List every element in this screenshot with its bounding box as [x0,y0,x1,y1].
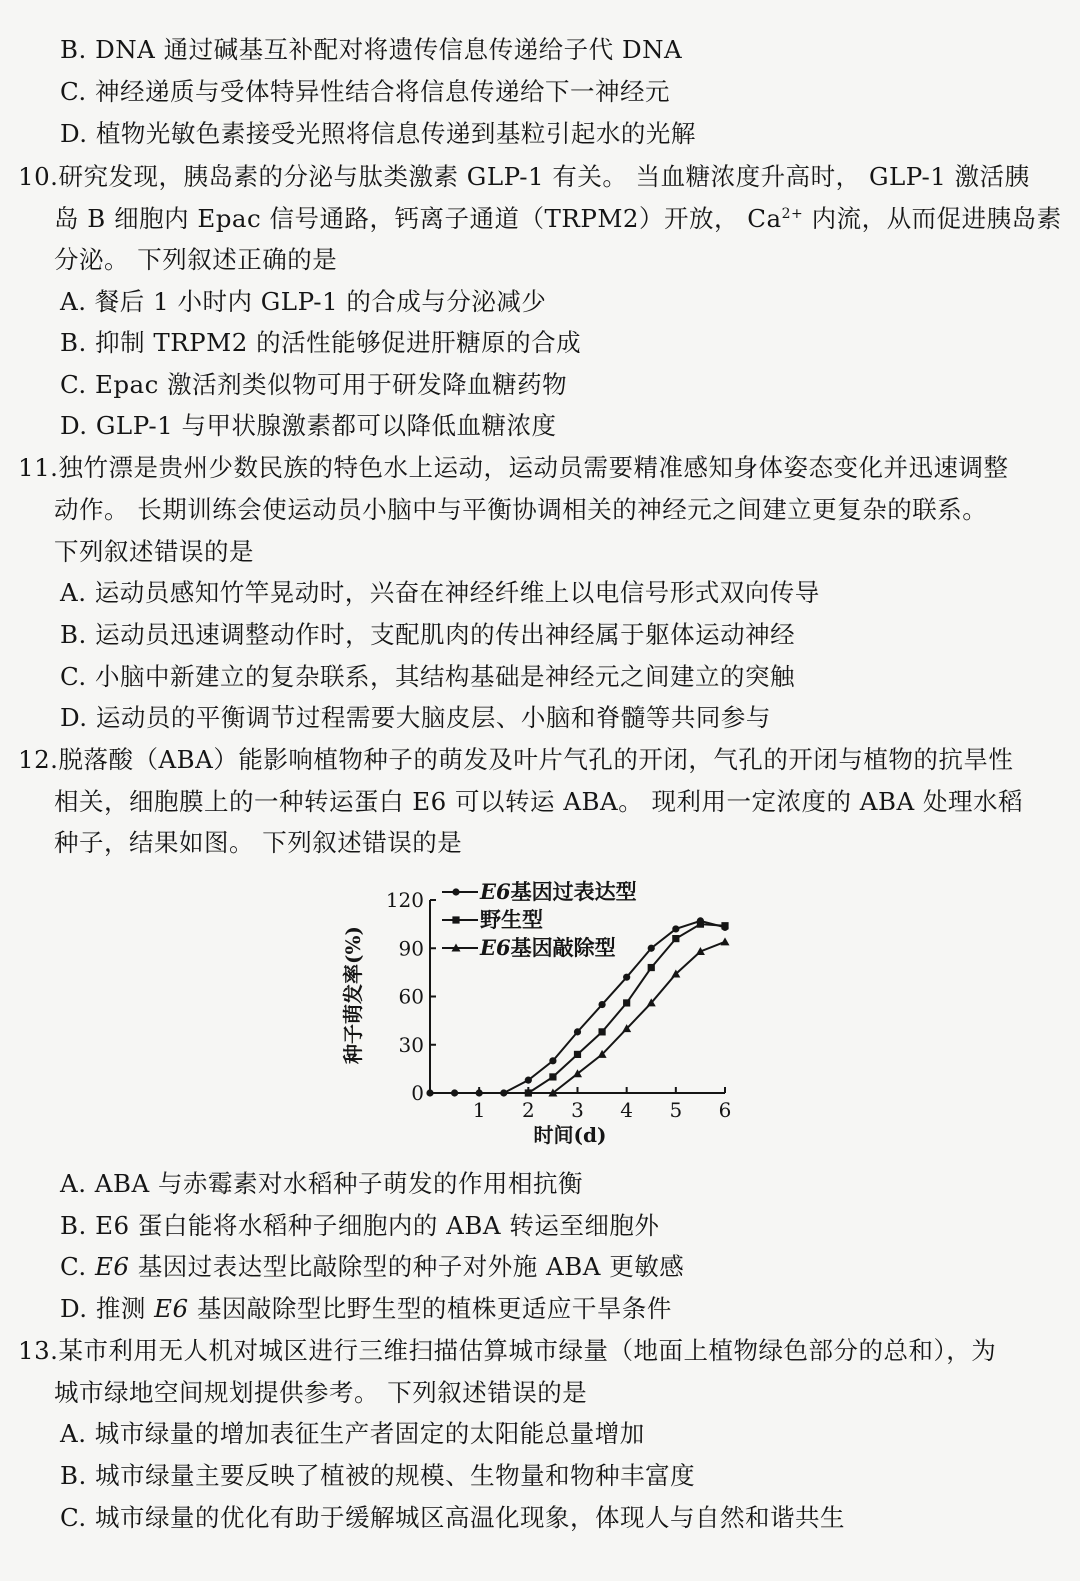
data-point [672,925,679,932]
option-text: 运动员迅速调整动作时，支配肌肉的传出神经属于躯体运动神经 [95,620,796,649]
option-letter: B. [60,1461,87,1490]
option-text: 抑制 TRPM2 的活性能够促进肝糖原的合成 [95,328,582,357]
data-point [525,1089,532,1096]
chart-legend [442,879,637,960]
option-text: ABA 与赤霉素对水稻种子萌发的作用相抗衡 [94,1169,583,1198]
y-tick-label: 120 [385,888,424,912]
q11-option-b [60,619,795,651]
gene-name: E6 [94,1252,130,1281]
stem-text: 研究发现，胰岛素的分泌与肽类激素 GLP-1 有关。 当血糖浓度升高时， GLP-1 激活胰 [58,162,1030,191]
data-point [721,922,728,929]
x-tick-label: 5 [669,1098,683,1122]
q11-stem-line1 [18,452,1008,484]
option-text: 植物光敏色素接受光照将信息传递到基粒引起水的光解 [95,119,696,148]
q9-option-b [60,34,682,66]
option-text: 运动员感知竹竿晃动时，兴奋在神经纤维上以电信号形式双向传导 [94,578,820,607]
data-point [648,945,655,952]
option-letter: B. [60,35,87,64]
y-tick-label: 30 [398,1032,424,1057]
option-text: 神经递质与受体特异性结合将信息传递给下一神经元 [94,77,670,106]
x-tick-label: 2 [521,1098,535,1122]
data-point [623,974,630,981]
q12-option-c [60,1251,684,1283]
stem-text: 独竹漂是贵州少数民族的特色水上运动，运动员需要精准感知身体姿态变化并迅速调整 [58,453,1009,482]
q12-stem-line1 [18,744,1013,776]
q13-option-a [60,1418,645,1450]
option-text: 小脑中新建立的复杂联系，其结构基础是神经元之间建立的突触 [94,662,795,691]
x-tick-label: 1 [472,1098,486,1122]
q10-option-a [60,286,546,318]
data-point [525,1077,532,1084]
option-letter: B. [60,328,87,357]
option-text: 基因过表达型比敲除型的种子对外施 ABA 更敏感 [129,1252,685,1281]
q11-option-c [60,661,795,693]
legend-label: E6基因敲除型 [480,935,616,960]
data-point [549,1073,556,1080]
option-letter: D. [60,703,88,732]
data-point [598,1001,605,1008]
series-line [553,942,725,1093]
question-number: 13. [18,1336,59,1365]
data-point [426,1089,433,1096]
option-letter: C. [60,77,87,106]
legend-marker [452,916,459,923]
option-text: 城市绿量的优化有助于缓解城区高温化现象，体现人与自然和谐共生 [94,1503,845,1532]
data-point [623,999,630,1006]
q11-option-d [60,702,771,734]
q13-option-b [60,1460,695,1492]
data-point [574,1051,581,1058]
q10-stem-line3: 分泌。 下列叙述正确的是 [54,245,338,274]
data-point [672,935,679,942]
option-letter: A. [60,1169,87,1198]
data-point [721,937,730,945]
data-point [476,1089,483,1096]
q10-stem-line2 [54,203,1062,235]
data-point [549,1057,556,1064]
data-point [648,964,655,971]
option-letter: A. [60,287,87,316]
q12-stem-line2: 相关，细胞膜上的一种转运蛋白 E6 可以转运 ABA。 现利用一定浓度的 ABA 处理水稻 [54,787,1023,816]
option-letter: D. [60,411,88,440]
q9-option-c [60,76,670,108]
option-text: E6 蛋白能将水稻种子细胞内的 ABA 转运至细胞外 [95,1211,660,1240]
option-letter: C. [60,370,87,399]
q11-stem-line2: 动作。 长期训练会使运动员小脑中与平衡协调相关的神经元之间建立更复杂的联系。 [54,495,988,524]
option-letter: A. [60,578,87,607]
q11-stem-line3: 下列叙述错误的是 [54,537,254,566]
option-letter: C. [60,1252,87,1281]
q12-stem-line3: 种子，结果如图。 下列叙述错误的是 [54,828,463,857]
option-letter: B. [60,620,87,649]
option-text: 城市绿量主要反映了植被的规模、生物量和物种丰富度 [95,1461,696,1490]
q12-option-b [60,1210,659,1242]
q11-option-a [60,577,820,609]
legend-label: 野生型 [480,907,543,932]
option-text: DNA 通过碱基互补配对将遗传信息传递给子代 DNA [95,35,683,64]
option-letter: D. [60,119,88,148]
question-number: 11. [18,453,59,482]
option-text: Epac 激活剂类似物可用于研发降血糖药物 [94,370,568,399]
x-tick-label: 6 [718,1098,732,1122]
option-letter: C. [60,1503,87,1532]
superscript: 2+ [781,206,804,222]
stem-text: 内流，从而促进胰岛素 [803,204,1062,233]
x-axis-label: 时间(d) [533,1123,607,1147]
q9-option-d [60,118,696,150]
option-letter: D. [60,1294,88,1323]
q12-option-d [60,1293,672,1325]
q10-option-d [60,410,557,442]
q12-option-a [60,1168,583,1200]
data-point [574,1028,581,1035]
legend-label: E6基因过表达型 [480,879,637,904]
stem-text: 岛 B 细胞内 Epac 信号通路，钙离子通道（TRPM2）开放， Ca [54,204,782,233]
chart-axes [386,888,732,1122]
y-tick-label: 0 [411,1081,424,1105]
data-point [598,1028,605,1035]
germination-chart [330,876,750,1152]
data-point [451,1089,458,1096]
x-tick-label: 3 [571,1098,584,1122]
option-text: 餐后 1 小时内 GLP-1 的合成与分泌减少 [94,287,547,316]
stem-text: 脱落酸（ABA）能影响植物种子的萌发及叶片气孔的开闭，气孔的开闭与植物的抗旱性 [58,745,1014,774]
data-point [500,1089,507,1096]
option-letter: C. [60,662,87,691]
y-tick-label: 60 [398,984,424,1009]
legend-marker [452,888,459,895]
y-tick-label: 90 [398,936,424,961]
option-letter: A. [60,1419,87,1448]
option-letter: B. [60,1211,87,1240]
data-point [697,921,704,928]
q10-option-b [60,327,581,359]
gene-name: E6 [154,1294,189,1323]
q13-stem-line1 [18,1335,996,1367]
option-text: 城市绿量的增加表征生产者固定的太阳能总量增加 [94,1419,645,1448]
question-number: 10. [18,162,59,191]
q13-option-c [60,1502,845,1534]
option-text: 基因敲除型比野生型的植株更适应干旱条件 [188,1294,672,1323]
option-text: 运动员的平衡调节过程需要大脑皮层、小脑和脊髓等共同参与 [95,703,771,732]
option-text: GLP-1 与甲状腺激素都可以降低血糖浓度 [95,411,557,440]
question-number: 12. [18,745,59,774]
stem-text: 某市利用无人机对城区进行三维扫描估算城市绿量（地面上植物绿色部分的总和），为 [58,1336,997,1365]
y-axis-label: 种子萌发率(%) [341,926,365,1064]
x-tick-label: 4 [620,1098,634,1122]
q10-option-c [60,369,567,401]
q13-stem-line2: 城市绿地空间规划提供参考。 下列叙述错误的是 [54,1378,588,1407]
option-prefix: 推测 [95,1294,155,1323]
q10-stem-line1 [18,161,1030,193]
